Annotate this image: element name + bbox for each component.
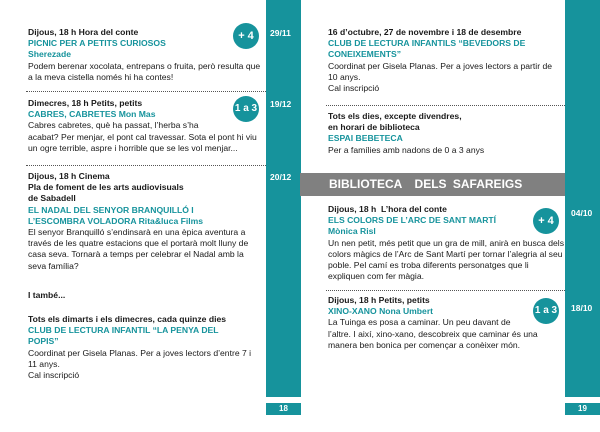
event-when: Dijous, 18 h Petits, petits bbox=[328, 295, 430, 305]
date-label: 20/12 bbox=[270, 172, 292, 182]
event-description: Coordinat per Gisela Planas. Per a joves lectors a partir de 10 anys. bbox=[328, 60, 553, 82]
event-author: Sherezade bbox=[28, 49, 71, 60]
page-number-right: 19 bbox=[565, 403, 600, 415]
event-author: Mònica Risl bbox=[328, 226, 376, 237]
event-description: Coordinat per Gisela Planas. Per a joves lectors d’entre 7 i 11 anys. bbox=[28, 347, 252, 369]
club-bevedors bbox=[328, 27, 560, 94]
event-subtitle: de Sabadell bbox=[28, 193, 76, 204]
left-date-strip bbox=[266, 0, 301, 397]
event-description: La Tuinga es posa a caminar. Un peu davant de l’altre. I així, xino-xano, descobreix que caminar és una manera ben bonica per començar a conèixer món. bbox=[328, 317, 538, 350]
event-title: XINO-XANO Nona Umbert bbox=[328, 306, 434, 317]
page-number-left: 18 bbox=[266, 403, 301, 415]
event-cabres bbox=[28, 98, 262, 154]
event-title: EL NADAL DEL SENYOR BRANQUILLÓ I L’ESCOMBRA VOLADORA Rita&luca Films bbox=[28, 204, 204, 226]
date-label: 19/12 bbox=[270, 99, 292, 109]
date-label: 18/10 bbox=[571, 303, 593, 313]
divider bbox=[326, 290, 565, 291]
event-description: El senyor Branquilló s’endinsarà en una èpica aventura a través de les quatre estacions que el portarà molt lluny de casa seva. Tornarà a temps per celebrar el Nadal amb la seva família? bbox=[28, 227, 249, 271]
event-xino-xano bbox=[328, 295, 564, 351]
event-title: ELS COLORS DE L’ARC DE SANT MARTÍ bbox=[328, 215, 497, 226]
event-subtitle: Pla de foment de les arts audiovisuals bbox=[28, 182, 184, 193]
right-date-strip bbox=[565, 0, 600, 397]
event-title: CLUB DE LECTURA INFANTILS “BEVEDORS DE CONEIXEMENTS” bbox=[328, 38, 526, 60]
event-note: Cal inscripció bbox=[28, 370, 80, 381]
event-title: CABRES, CABRETES Mon Mas bbox=[28, 109, 156, 120]
club-penya-popis bbox=[28, 314, 258, 381]
event-when: Dijous, 18 h Cinema bbox=[28, 171, 110, 181]
divider bbox=[326, 105, 565, 106]
event-description: Cabres cabretes, què ha passat, l’herba s’ha acabat? Per menjar, el pont cal travessar. Sota el pont hi viu un ogre terrible, aspre i horrible que se les vol menjar... bbox=[28, 120, 257, 153]
espai-bebeteca bbox=[328, 111, 560, 156]
divider bbox=[26, 165, 266, 166]
divider bbox=[26, 91, 266, 92]
event-when: Dijous, 18 h Hora del conte bbox=[28, 27, 139, 37]
event-when: Dijous, 18 h L’hora del conte bbox=[328, 204, 447, 214]
age-badge: 1 a 3 bbox=[233, 96, 259, 122]
event-note: Cal inscripció bbox=[328, 83, 380, 94]
date-label: 04/10 bbox=[571, 208, 593, 218]
event-title: CLUB DE LECTURA INFANTIL “LA PENYA DEL POPIS” bbox=[28, 325, 219, 347]
event-when: Dimecres, 18 h Petits, petits bbox=[28, 98, 143, 108]
event-picnic bbox=[28, 27, 266, 83]
event-when: 16 d’octubre, 27 de novembre i 18 de desembre bbox=[328, 27, 522, 37]
section-header: BIBLIOTECA DELS SAFAREIGS bbox=[300, 173, 565, 196]
age-badge: + 4 bbox=[233, 23, 259, 49]
event-description: Un nen petit, més petit que un gra de mill, anirà en busca dels colors màgics de l’Arc de Sant Martí per tornar l’alegria al seu poble. Pel camí es troba diferents personatges que li expliquen com fer màgia. bbox=[328, 237, 564, 282]
event-title: PICNIC PER A PETITS CURIOSOS bbox=[28, 38, 166, 49]
date-label: 29/11 bbox=[270, 28, 291, 38]
event-description: Per a famílies amb nadons de 0 a 3 anys bbox=[328, 144, 485, 155]
event-colors bbox=[328, 204, 564, 282]
event-when: en horari de biblioteca bbox=[328, 122, 420, 133]
event-description: Podem berenar xocolata, entrepans o fruita, però resulta que a la meva cistella només hi ha contes! bbox=[28, 60, 261, 82]
event-when: Tots els dies, excepte divendres, bbox=[328, 111, 462, 121]
age-badge: 1 a 3 bbox=[533, 298, 559, 324]
event-when: Tots els dimarts i els dimecres, cada quinze dies bbox=[28, 314, 227, 324]
badge-spacer bbox=[220, 120, 262, 130]
age-badge: + 4 bbox=[533, 208, 559, 234]
also-heading: I també... bbox=[28, 290, 66, 300]
event-title: ESPAI BEBETECA bbox=[328, 133, 403, 144]
event-nadal bbox=[28, 171, 258, 272]
